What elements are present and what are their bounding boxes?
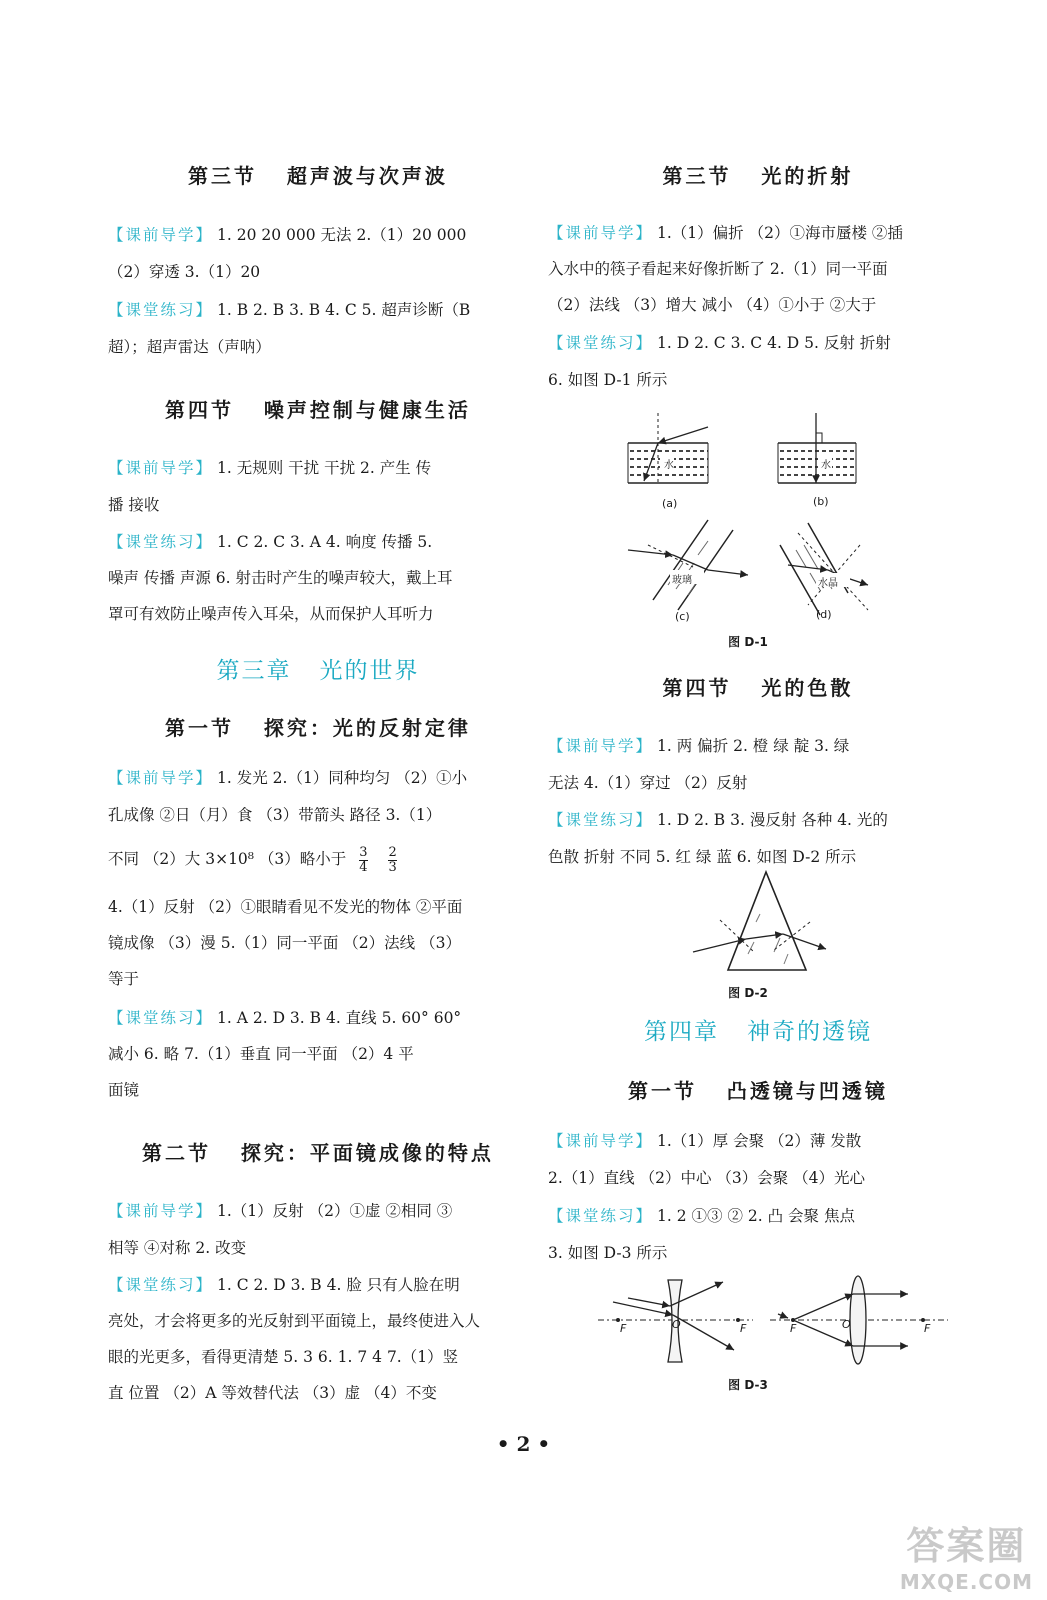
answer-text: 1. 两 偏折 2. 橙 绿 靛 3. 绿: [657, 737, 850, 755]
fraction-numerator: 3: [359, 844, 368, 860]
answer-line: [548, 736, 968, 756]
answer-text: 1.（1）反射 （2）①虚 ②相同 ③: [217, 1202, 453, 1220]
tag-preview: 【课前导学】: [548, 1132, 654, 1150]
section-title-lenses: 第一节 凸透镜与凹透镜: [628, 1079, 888, 1103]
answer-line: [108, 1275, 528, 1295]
answer-text: 1. 2 ①③ ② 2. 凸 会聚 焦点: [657, 1207, 855, 1225]
answer-line: [548, 810, 968, 830]
answer-line: [548, 1206, 968, 1226]
answer-line: 面镜: [108, 1081, 140, 1099]
answer-text: 1. 无规则 干扰 干扰 2. 产生 传: [217, 459, 432, 477]
tag-practice: 【课堂练习】: [108, 301, 214, 319]
answer-line: 超）；超声雷达（声呐）: [108, 338, 271, 356]
chapter-title-lens: 第四章 神奇的透镜: [644, 1019, 872, 1045]
answer-text: 1.（1）偏折 （2）①海市蜃楼 ②插: [657, 224, 903, 242]
answer-text: 1. A 2. D 3. B 4. 直线 5. 60° 60°: [217, 1009, 462, 1027]
section-title-dispersion: 第四节 光的色散: [662, 676, 854, 700]
label-crystal: 水晶: [818, 578, 838, 589]
figure-d1: [548, 405, 968, 653]
answer-text: 1. D 2. C 3. C 4. D 5. 反射 折射: [657, 334, 891, 352]
answer-line: 直 位置 （2）A 等效替代法 （3）虚 （4）不变: [108, 1384, 437, 1402]
watermark-logo: [900, 1515, 1033, 1594]
answer-text: 1. 20 20 000 无法 2.（1）20 000: [217, 226, 467, 244]
label-water: 水: [664, 460, 674, 471]
diagram-c: [628, 520, 748, 610]
figure-caption: 图 D-1: [728, 635, 768, 649]
tag-preview: 【课前导学】: [108, 226, 214, 244]
answer-text: 1. C 2. C 3. A 4. 响度 传播 5.: [217, 533, 433, 551]
diagram-b: [778, 413, 856, 483]
tag-practice: 【课堂练习】: [548, 811, 654, 829]
answer-line: 眼的光更多，看得更清楚 5. 3 6. 1. 7 4 7.（1）竖: [108, 1348, 459, 1366]
answer-text: 1. C 2. D 3. B 4. 脸 只有人脸在明: [217, 1276, 460, 1294]
label-optical-center: O: [672, 1318, 681, 1331]
fraction-denominator: 4: [359, 859, 368, 875]
tag-preview: 【课前导学】: [548, 224, 654, 242]
label-water: 水: [821, 460, 831, 471]
figure-caption: 图 D-2: [728, 986, 768, 1000]
answer-line: 入水中的筷子看起来好像折断了 2.（1）同一平面: [548, 260, 888, 278]
label-a: (a): [662, 497, 678, 510]
tag-preview: 【课前导学】: [108, 459, 214, 477]
answer-line: [548, 1131, 968, 1151]
label-optical-center: O: [842, 1318, 851, 1331]
figure-d3: [548, 1272, 968, 1392]
label-d: (d): [816, 608, 832, 621]
answer-line: [108, 768, 528, 788]
fraction: [359, 846, 367, 875]
answer-line: [108, 300, 528, 320]
answer-text: 1. B 2. B 3. B 4. C 5. 超声诊断（B: [217, 301, 471, 319]
answer-line: 3. 如图 D-3 所示: [548, 1244, 668, 1262]
section-title-ultrasound: 第三节 超声波与次声波: [188, 164, 448, 188]
answer-line: 6. 如图 D-1 所示: [548, 371, 668, 389]
answer-line: 等于: [108, 970, 140, 988]
page-number: • 2 •: [496, 1432, 551, 1456]
diagram-a: [628, 413, 708, 483]
label-focus: F: [620, 1322, 627, 1335]
answer-text: 1. 发光 2.（1）同种均匀 （2）①小: [217, 769, 468, 787]
label-c: (c): [675, 610, 690, 623]
answer-line: 播 接收: [108, 496, 160, 514]
label-b: (b): [813, 495, 829, 508]
section-title-plane-mirror: 第二节 探究：平面镜成像的特点: [142, 1141, 494, 1165]
answer-line: 减小 6. 略 7.（1）垂直 同一平面 （2）4 平: [108, 1045, 414, 1063]
label-focus: F: [790, 1322, 797, 1335]
figure-d2: [548, 862, 968, 1002]
answer-line: 亮处，才会将更多的光反射到平面镜上，最终使进入人: [108, 1312, 481, 1330]
label-glass: 玻璃: [672, 575, 692, 586]
answer-line: [548, 333, 968, 353]
answer-text: 1.（1）厚 会聚 （2）薄 发散: [657, 1132, 862, 1150]
figure-caption: 图 D-3: [728, 1378, 768, 1392]
section-title-noise: 第四节 噪声控制与健康生活: [165, 398, 471, 422]
label-focus: F: [740, 1322, 747, 1335]
prism-diagram: [548, 862, 968, 982]
answer-line: 镜成像 （3）漫 5.（1）同一平面 （2）法线 （3）: [108, 934, 461, 952]
answer-line: [548, 223, 968, 243]
tag-practice: 【课堂练习】: [548, 1207, 654, 1225]
section-title-reflection: 第一节 探究：光的反射定律: [165, 716, 471, 740]
refraction-diagram: [548, 405, 968, 635]
answer-line: 2.（1）直线 （2）中心 （3）会聚 （4）光心: [548, 1169, 866, 1187]
label-focus: F: [924, 1322, 931, 1335]
chapter-title-light: 第三章 光的世界: [216, 658, 420, 684]
answer-line: 色散 折射 不同 5. 红 绿 蓝 6. 如图 D-2 所示: [548, 848, 857, 866]
answer-line: 孔成像 ②日（月）食 （3）带箭头 路径 3.（1）: [108, 806, 442, 824]
fraction: [388, 846, 396, 875]
answer-line: 无法 4.（1）穿过 （2）反射: [548, 774, 748, 792]
answer-line: （2）法线 （3）增大 减小 （4）①小于 ②大于: [548, 296, 877, 314]
diagram-d: [780, 523, 868, 615]
answer-line: 噪声 传播 声源 6. 射击时产生的噪声较大，戴上耳: [108, 569, 453, 587]
answer-line: [108, 532, 528, 552]
fraction-denominator: 3: [388, 859, 397, 875]
watermark-url: MXQE.COM: [899, 1570, 1033, 1594]
lens-diagram: [548, 1272, 968, 1372]
tag-preview: 【课前导学】: [548, 737, 654, 755]
tag-practice: 【课堂练习】: [108, 1276, 214, 1294]
tag-preview: 【课前导学】: [108, 769, 214, 787]
tag-preview: 【课前导学】: [108, 1202, 214, 1220]
answer-line: 相等 ④对称 2. 改变: [108, 1239, 247, 1257]
answer-line: （2）穿透 3.（1）20: [108, 263, 261, 281]
answer-text: 1. D 2. B 3. 漫反射 各种 4. 光的: [657, 811, 888, 829]
answer-text: 不同 （2）大 3×10⁸ （3）略小于: [108, 850, 347, 868]
answer-line: [108, 840, 528, 878]
tag-practice: 【课堂练习】: [108, 1009, 214, 1027]
answer-line: 4.（1）反射 （2）①眼睛看见不发光的物体 ②平面: [108, 898, 463, 916]
answer-line: [108, 1008, 528, 1028]
answer-line: 罩可有效防止噪声传入耳朵，从而保护人耳听力: [108, 605, 434, 623]
tag-practice: 【课堂练习】: [548, 334, 654, 352]
watermark-text: 答案圈: [906, 1524, 1027, 1568]
answer-line: [108, 458, 528, 478]
answer-line: [108, 1201, 528, 1221]
tag-practice: 【课堂练习】: [108, 533, 214, 551]
section-title-refraction: 第三节 光的折射: [662, 164, 854, 188]
answer-line: [108, 225, 528, 245]
fraction-numerator: 2: [388, 844, 397, 860]
